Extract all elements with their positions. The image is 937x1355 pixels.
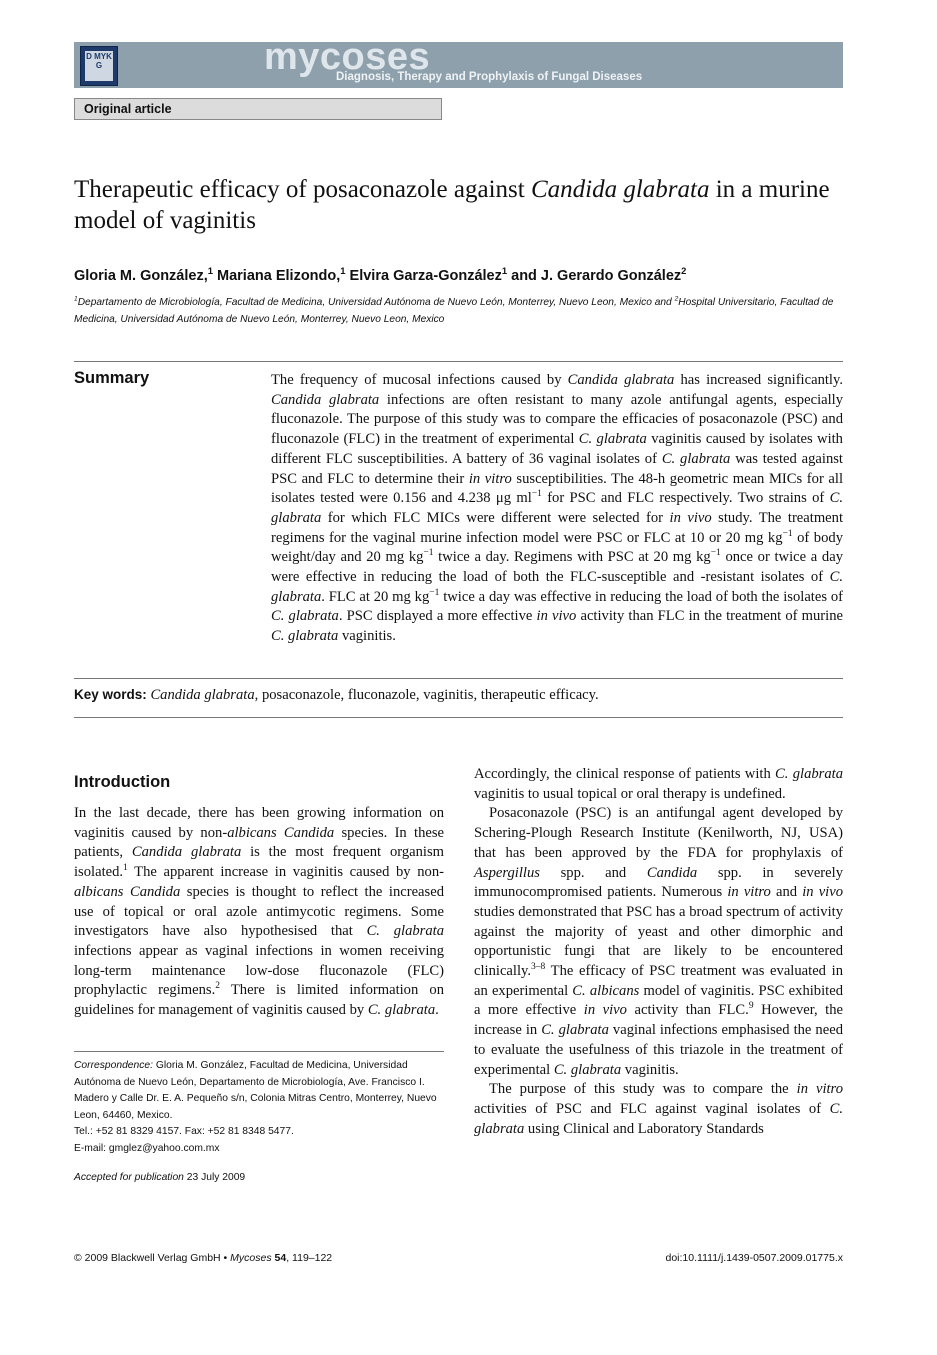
divider — [74, 361, 843, 362]
logo-text: D MYK G — [85, 51, 113, 81]
doi-footer[interactable]: doi:10.1111/j.1439-0507.2009.01775.x — [665, 1252, 843, 1264]
author-list: Gloria M. González,$^1$ Mariana Elizondo,$^1$ Elvira Garza-González$^1$ and J. Gerardo González$^2$ — [74, 265, 687, 284]
article-type-label: Original article — [74, 98, 442, 120]
keywords: Key words: Candida glabrata, posaconazole, fluconazole, vaginitis, therapeutic efficacy. — [74, 687, 599, 703]
article-title: Therapeutic efficacy of posaconazole against Candida glabrata in a murine model of vaginitis — [74, 176, 830, 234]
correspondence-note: Correspondence: Gloria M. González, Facultad de Medicina, Universidad Autónoma de Nuevo León, Departamento de Microbiología, Ave. Francisco I. Madero y Calle Dr. E. A. Pequeño s/n, Colonia Mitras Centro, Monterrey, Nuevo Leon, 64460, Mexico. Tel.: +52 81 8329 4157. Fax: +52 81 8348 5477. E-mail: gmglez@yahoo.com.mx — [74, 1058, 444, 1157]
summary-text: The frequency of mucosal infections caused by Candida glabrata has increased significantly. Candida glabrata infections are often resistant to many azole antifungal agents, especially fluconazole. The purpose of this study was to compare the efficacies of posaconazole (PSC) and fluconazole (FLC) in the treatment of experimental C. glabrata vaginitis caused by isolates with different FLC susceptibilities. A battery of 36 vaginal isolates of C. glabrata was tested against PSC and FLC to determine their in vitro susceptibilities. The 48-h geometric mean MICs for all isolates tested were 0.156 and 4.238 μg $ml^{-1}$ for PSC and FLC respectively. Two strains of C. glabrata for which FLC MICs were different were selected for in vivo study. The treatment regimens for the vaginal murine infection model were PSC or FLC at 10 or 20 mg $kg^{-1}$ of body weight/day and 20 mg $kg^{-1}$ twice a day. Regimens with PSC at 20 mg $kg^{-1}$ once or twice a day were effective in reducing the load of both the FLC-susceptible and -resistant isolates of C. glabrata. FLC at 20 mg $kg^{-1}$ twice a day was effective in reducing the load of both the isolates of C. glabrata. PSC displayed a more effective in vivo activity than FLC in the treatment of murine C. glabrata vaginitis. — [271, 372, 844, 645]
email-address[interactable]: E-mail: gmglez@yahoo.com.mx — [74, 1142, 220, 1154]
divider — [74, 717, 843, 718]
journal-name: mycoses — [264, 36, 431, 78]
accepted-date: Accepted for publication 23 July 2009 — [74, 1172, 246, 1183]
copyright-footer: © 2009 Blackwell Verlag GmbH • Mycoses 54, 119–122 — [74, 1252, 333, 1264]
intro-paragraph-2: Posaconazole (PSC) is an antifungal agent developed by Schering-Plough Research Institute (Kenilworth, NJ, USA) that has been approved by the FDA for prophylaxis of Aspergillus spp. and Candida spp. in severely immunocompromised patients. Numerous in vitro and in vivo studies demonstrated that PSC has a broad spectrum of activity against the majority of yeast and other dimorphic and opportunistic fungi that are likely to be encountered clinically.$^{3-8}$ The efficacy of PSC treatment was evaluated in an experimental C. albicans model of vaginitis. PSC exhibited a more effective in vivo activity than FLC.$^9$ However, the increase in C. glabrata vaginal infections emphasised the need to evaluate the usefulness of this triazole in the treatment of experimental C. glabrata vaginitis. — [474, 805, 843, 1078]
footnote-divider — [74, 1051, 444, 1052]
affiliations: $^1$Departamento de Microbiología, Facultad de Medicina, Universidad Autónoma de Nuevo León, Monterrey, Nuevo Leon, Mexico and $^2$Hospital Universitario, Facultad de Medicina, Universidad Autónoma de Nuevo León, Monterrey, Nuevo Leon, Mexico — [74, 295, 834, 325]
intro-paragraph-continued: Accordingly, the clinical response of patients with C. glabrata vaginitis to usual topical or oral therapy is undefined. — [474, 766, 843, 802]
summary-heading: Summary — [74, 369, 150, 387]
journal-subtitle: Diagnosis, Therapy and Prophylaxis of Fungal Diseases — [336, 71, 643, 83]
intro-right-column — [474, 765, 843, 1139]
journal-banner — [74, 36, 843, 88]
divider — [74, 678, 843, 679]
intro-paragraph-3: The purpose of this study was to compare the in vitro activities of PSC and FLC against vaginal isolates of C. glabrata using Clinical and Laboratory Standards — [474, 1081, 843, 1137]
introduction-heading: Introduction — [74, 773, 171, 791]
journal-logo — [80, 46, 118, 86]
intro-paragraph-1: In the last decade, there has been growing information on vaginitis caused by non-albicans Candida species. In these patients, Candida glabrata is the most frequent organism isolated.$^1$ The apparent increase in vaginitis caused by non-albicans Candida species is thought to reflect the increased use of topical or oral azole antimycotic regimens. Some investigators have also hypothesised that C. glabrata infections appear as vaginal infections in women receiving long-term maintenance low-dose fluconazole (FLC) prophylactic regimens.$^2$ There is limited information on guidelines for management of vaginitis caused by C. glabrata. — [74, 805, 445, 1019]
